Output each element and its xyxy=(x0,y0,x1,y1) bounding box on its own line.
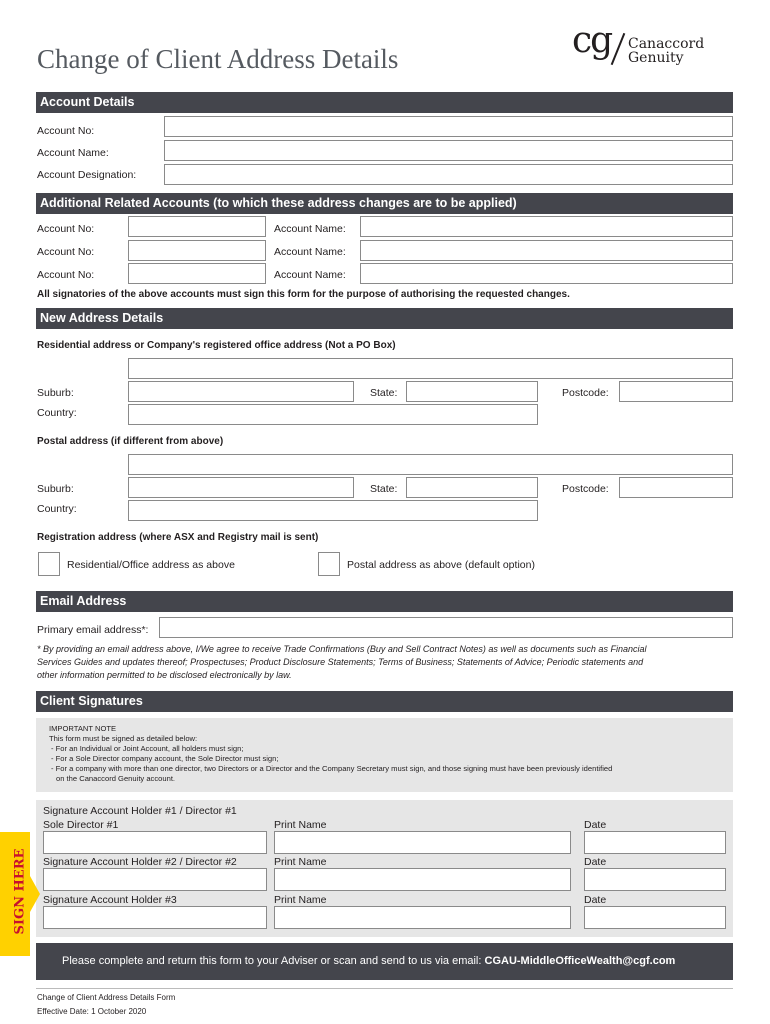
residential-option-label: Residential/Office address as above xyxy=(67,559,235,571)
sig1-print-name-field[interactable] xyxy=(274,831,571,854)
email-field[interactable] xyxy=(159,617,733,638)
postal-state-label: State: xyxy=(370,483,398,495)
important-line3: - For a Sole Director company account, the Sole Director must sign; xyxy=(51,754,279,763)
additional-account-no-label-1: Account No: xyxy=(37,223,95,235)
section-account-details: Account Details xyxy=(36,92,733,113)
logo-slash xyxy=(611,33,626,65)
account-designation-label: Account Designation: xyxy=(37,169,137,181)
postal-heading: Postal address (if different from above) xyxy=(37,436,224,447)
sig2-print-name-field[interactable] xyxy=(274,868,571,891)
postal-address-field[interactable] xyxy=(128,454,733,475)
residential-suburb-label: Suburb: xyxy=(37,387,74,399)
logo-line1: Canaccord xyxy=(628,36,705,52)
additional-account-name-label-1: Account Name: xyxy=(274,223,346,235)
account-no-field[interactable] xyxy=(164,116,733,137)
sig3-date-label: Date xyxy=(584,894,607,906)
additional-account-name-label-2: Account Name: xyxy=(274,246,346,258)
registration-heading: Registration address (where ASX and Registry mail is sent) xyxy=(37,532,319,543)
section-signatures: Client Signatures xyxy=(36,691,733,712)
residential-country-field[interactable] xyxy=(128,404,538,425)
postal-country-field[interactable] xyxy=(128,500,538,521)
sig3-print-name-label: Print Name xyxy=(274,894,327,906)
residential-country-label: Country: xyxy=(37,407,77,419)
sign-here-label: SIGN HERE xyxy=(12,848,28,935)
sig3-print-name-field[interactable] xyxy=(274,906,571,929)
postal-suburb-field[interactable] xyxy=(128,477,354,498)
sig1-date-label: Date xyxy=(584,819,607,831)
additional-account-no-field-1[interactable] xyxy=(128,216,266,237)
important-line2: - For an Individual or Joint Account, all holders must sign; xyxy=(51,744,244,753)
sig2-print-name-label: Print Name xyxy=(274,856,327,868)
additional-account-no-label-3: Account No: xyxy=(37,269,95,281)
additional-account-name-field-3[interactable] xyxy=(360,263,733,284)
postal-state-field[interactable] xyxy=(406,477,538,498)
sig3-date-field[interactable] xyxy=(584,906,726,929)
signatures-panel xyxy=(36,800,733,937)
postal-option-checkbox[interactable] xyxy=(318,552,340,576)
sig2-date-field[interactable] xyxy=(584,868,726,891)
additional-account-name-field-1[interactable] xyxy=(360,216,733,237)
sign-here-tab xyxy=(0,832,40,956)
residential-postcode-label: Postcode: xyxy=(562,387,609,399)
email-note-line1: * By providing an email address above, I/We agree to receive Trade Confirmations (Buy and Sell Contract Notes) as well as documents such as Financial xyxy=(37,644,647,654)
section-email: Email Address xyxy=(36,591,733,612)
footer-divider xyxy=(36,988,733,989)
residential-state-field[interactable] xyxy=(406,381,538,402)
logo-line2: Genuity xyxy=(628,50,684,66)
sig1-label-line2: Sole Director #1 xyxy=(43,819,119,831)
postal-postcode-field[interactable] xyxy=(619,477,733,498)
section-new-address: New Address Details xyxy=(36,308,733,329)
sig3-label: Signature Account Holder #3 xyxy=(43,894,177,906)
section-additional-accounts: Additional Related Accounts (to which these address changes are to be applied) xyxy=(36,193,733,214)
important-line4: - For a company with more than one director, two Directors or a Director and the Company Secretary must sign, and those signing must have been previously identified xyxy=(51,764,613,773)
important-line5: on the Canaccord Genuity account. xyxy=(56,774,176,783)
residential-suburb-field[interactable] xyxy=(128,381,354,402)
postal-country-label: Country: xyxy=(37,503,77,515)
signatories-note: All signatories of the above accounts must sign this form for the purpose of authorising the requested changes. xyxy=(37,289,570,300)
email-note-line2: Services Guides and updates thereof; Prospectuses; Product Disclosure Statements; Terms of Business; Statements of Advice; Periodic statements and xyxy=(37,657,644,667)
important-heading: IMPORTANT NOTE xyxy=(49,724,117,733)
additional-account-no-field-2[interactable] xyxy=(128,240,266,261)
account-name-label: Account Name: xyxy=(37,147,109,159)
residential-state-label: State: xyxy=(370,387,398,399)
postal-option-label: Postal address as above (default option) xyxy=(347,559,535,571)
residential-heading: Residential address or Company's registered office address (Not a PO Box) xyxy=(37,340,396,351)
additional-account-name-label-3: Account Name: xyxy=(274,269,346,281)
sig1-label-line1: Signature Account Holder #1 / Director #1 xyxy=(43,805,237,817)
postal-suburb-label: Suburb: xyxy=(37,483,74,495)
residential-address-field[interactable] xyxy=(128,358,733,379)
additional-account-name-field-2[interactable] xyxy=(360,240,733,261)
sig2-date-label: Date xyxy=(584,856,607,868)
footer-form-name: Change of Client Address Details Form xyxy=(37,993,176,1002)
email-label: Primary email address*: xyxy=(37,624,149,636)
additional-account-no-field-3[interactable] xyxy=(128,263,266,284)
page-title: Change of Client Address Details xyxy=(37,44,399,74)
sig2-signature-field[interactable] xyxy=(43,868,267,891)
return-instructions-bar xyxy=(36,943,733,980)
residential-postcode-field[interactable] xyxy=(619,381,733,402)
sig1-date-field[interactable] xyxy=(584,831,726,854)
return-text: Please complete and return this form to your Adviser or scan and send to us via email: xyxy=(62,955,482,967)
important-line1: This form must be signed as detailed below: xyxy=(49,734,198,743)
footer-effective-date: Effective Date: 1 October 2020 xyxy=(37,1007,147,1016)
company-logo xyxy=(572,20,732,73)
return-email[interactable]: CGAU-MiddleOfficeWealth@cgf.com xyxy=(484,955,676,967)
sig1-print-name-label: Print Name xyxy=(274,819,327,831)
postal-postcode-label: Postcode: xyxy=(562,483,609,495)
sig2-label: Signature Account Holder #2 / Director #2 xyxy=(43,856,237,868)
logo-mark: cg xyxy=(572,20,612,61)
residential-option-checkbox[interactable] xyxy=(38,552,60,576)
sig3-signature-field[interactable] xyxy=(43,906,267,929)
email-note-line3: other information permitted to be disclosed electronically by law. xyxy=(37,670,292,680)
additional-account-no-label-2: Account No: xyxy=(37,246,95,258)
account-name-field[interactable] xyxy=(164,140,733,161)
account-no-label: Account No: xyxy=(37,125,95,137)
important-note-panel xyxy=(36,718,733,792)
account-designation-field[interactable] xyxy=(164,164,733,185)
sig1-signature-field[interactable] xyxy=(43,831,267,854)
